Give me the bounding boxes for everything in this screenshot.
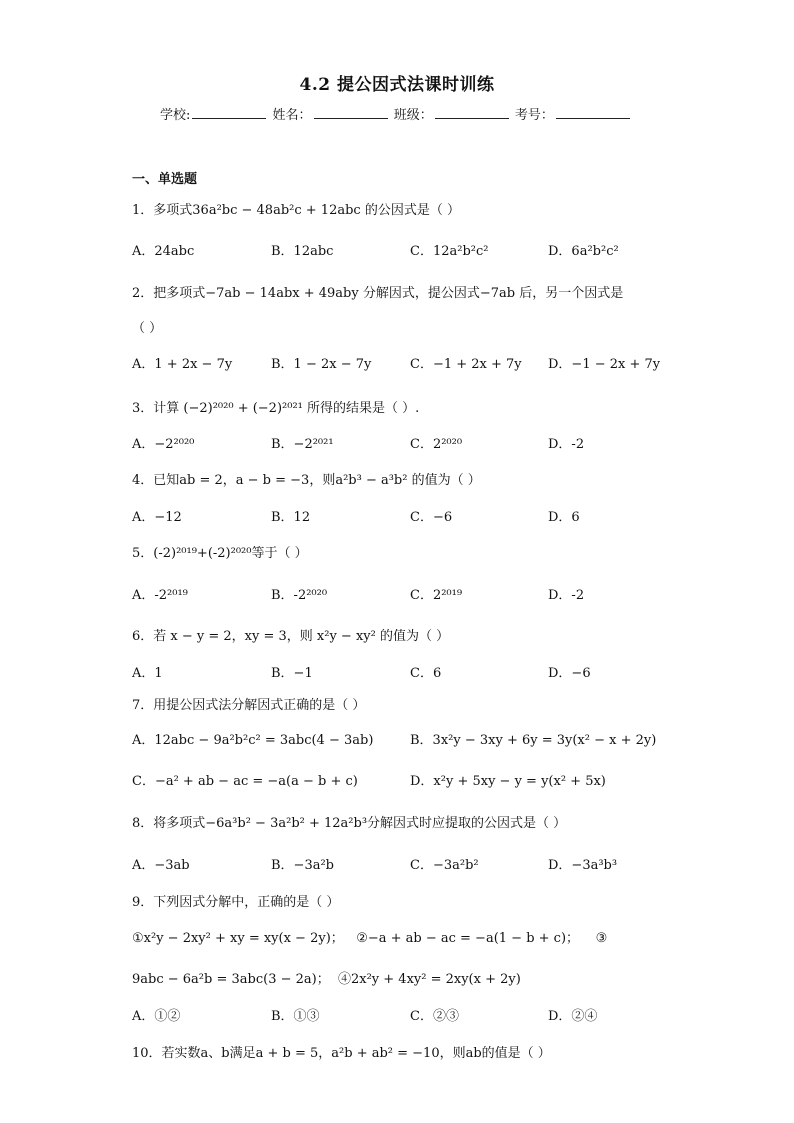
exam-number-blank[interactable]: [556, 106, 630, 119]
option-d[interactable]: D．-2: [548, 437, 585, 452]
name-label: 姓名：: [272, 108, 312, 123]
question-7: 7．用提公因式法分解因式正确的是（ ）: [132, 698, 366, 713]
option-a[interactable]: A．1 + 2x − 7y: [132, 357, 233, 372]
question-2-bracket: （ ）: [132, 321, 163, 336]
option-b[interactable]: B．3x²y − 3xy + 6y = 3y(x² − x + 2y): [410, 733, 657, 748]
name-blank[interactable]: [314, 106, 388, 119]
option-c[interactable]: C．−a² + ab − ac = −a(a − b + c): [132, 774, 358, 789]
option-d[interactable]: D．-2: [548, 588, 585, 603]
option-c[interactable]: C．−1 + 2x + 7y: [410, 357, 522, 372]
option-c[interactable]: C．6: [410, 666, 442, 681]
exam-number-label: 考号：: [514, 108, 554, 123]
statement-3-marker: ③: [595, 931, 608, 946]
question-9-statements-row2: [132, 968, 521, 987]
option-a[interactable]: A．−2²⁰²⁰: [132, 437, 195, 452]
option-b[interactable]: B．①③: [271, 1009, 320, 1024]
school-blank[interactable]: [192, 106, 266, 119]
option-d[interactable]: D．−1 − 2x + 7y: [548, 357, 661, 372]
option-a[interactable]: A．1: [132, 666, 163, 681]
statement-2: ②−a + ab − ac = −a(1 − b + c)；: [356, 931, 580, 946]
option-a[interactable]: A．24abc: [132, 244, 195, 259]
statement-1: ①x²y − 2xy² + xy = xy(x − 2y)；: [132, 931, 344, 946]
question-3: 3．计算 (−2)²⁰²⁰ + (−2)²⁰²¹ 所得的结果是（ ）.: [132, 401, 420, 416]
option-b[interactable]: B．12: [271, 510, 311, 525]
option-d[interactable]: D．x²y + 5xy − y = y(x² + 5x): [410, 774, 606, 789]
statement-3: 9abc − 6a²b = 3abc(3 − 2a)；: [132, 972, 330, 987]
option-b[interactable]: B．1 − 2x − 7y: [271, 357, 372, 372]
question-8: 8．将多项式−6a³b² − 3a²b² + 12a²b³分解因式时应提取的公因式是（ ）: [132, 816, 567, 831]
option-d[interactable]: D．6a²b²c²: [548, 244, 619, 259]
option-c[interactable]: C．−6: [410, 510, 453, 525]
option-d[interactable]: D．6: [548, 510, 580, 525]
option-d[interactable]: D．②④: [548, 1009, 598, 1024]
option-d[interactable]: D．−6: [548, 666, 591, 681]
option-a[interactable]: A．①②: [132, 1009, 181, 1024]
option-b[interactable]: B．−1: [271, 666, 313, 681]
question-2: 2．把多项式−7ab − 14abx + 49aby 分解因式，提公因式−7ab 后，另一个因式是: [132, 286, 624, 301]
option-a[interactable]: A．−12: [132, 510, 182, 525]
question-1: 1．多项式36a²bc − 48ab²c + 12abc 的公因式是（ ）: [132, 203, 460, 218]
option-c[interactable]: C．12a²b²c²: [410, 244, 489, 259]
option-a[interactable]: A．−3ab: [132, 858, 190, 873]
section-heading: 一、单选题: [132, 172, 198, 187]
option-c[interactable]: C．2²⁰²⁰: [410, 437, 463, 452]
option-d[interactable]: D．−3a³b³: [548, 858, 618, 873]
option-c[interactable]: C．②③: [410, 1009, 459, 1024]
statement-4: ④2x²y + 4xy² = 2xy(x + 2y): [337, 972, 521, 987]
class-blank[interactable]: [435, 106, 509, 119]
option-b[interactable]: B．12abc: [271, 244, 334, 259]
school-label: 学校:: [160, 108, 191, 123]
question-5: 5．(-2)²⁰¹⁹+(-2)²⁰²⁰等于（ ）: [132, 546, 308, 561]
question-4: 4．已知ab = 2，a − b = −3，则a²b³ − a³b² 的值为（ ）: [132, 473, 481, 488]
class-label: 班级：: [393, 108, 433, 123]
page-title: 4.2 提公因式法课时训练: [299, 75, 495, 95]
question-9: 9．下列因式分解中，正确的是（ ）: [132, 895, 340, 910]
student-info-row: [160, 104, 632, 123]
question-6: 6．若 x − y = 2，xy = 3，则 x²y − xy² 的值为（ ）: [132, 629, 450, 644]
option-a[interactable]: A．-2²⁰¹⁹: [132, 588, 188, 603]
option-c[interactable]: C．2²⁰¹⁹: [410, 588, 463, 603]
question-9-statements-row1: [132, 927, 607, 946]
option-a[interactable]: A．12abc − 9a²b²c² = 3abc(4 − 3ab): [132, 733, 374, 748]
option-b[interactable]: B．−2²⁰²¹: [271, 437, 334, 452]
option-b[interactable]: B．−3a²b: [271, 858, 335, 873]
question-10: 10．若实数a、b满足a + b = 5，a²b + ab² = −10，则ab的值是（ ）: [132, 1046, 551, 1061]
option-b[interactable]: B．-2²⁰²⁰: [271, 588, 328, 603]
option-c[interactable]: C．−3a²b²: [410, 858, 479, 873]
